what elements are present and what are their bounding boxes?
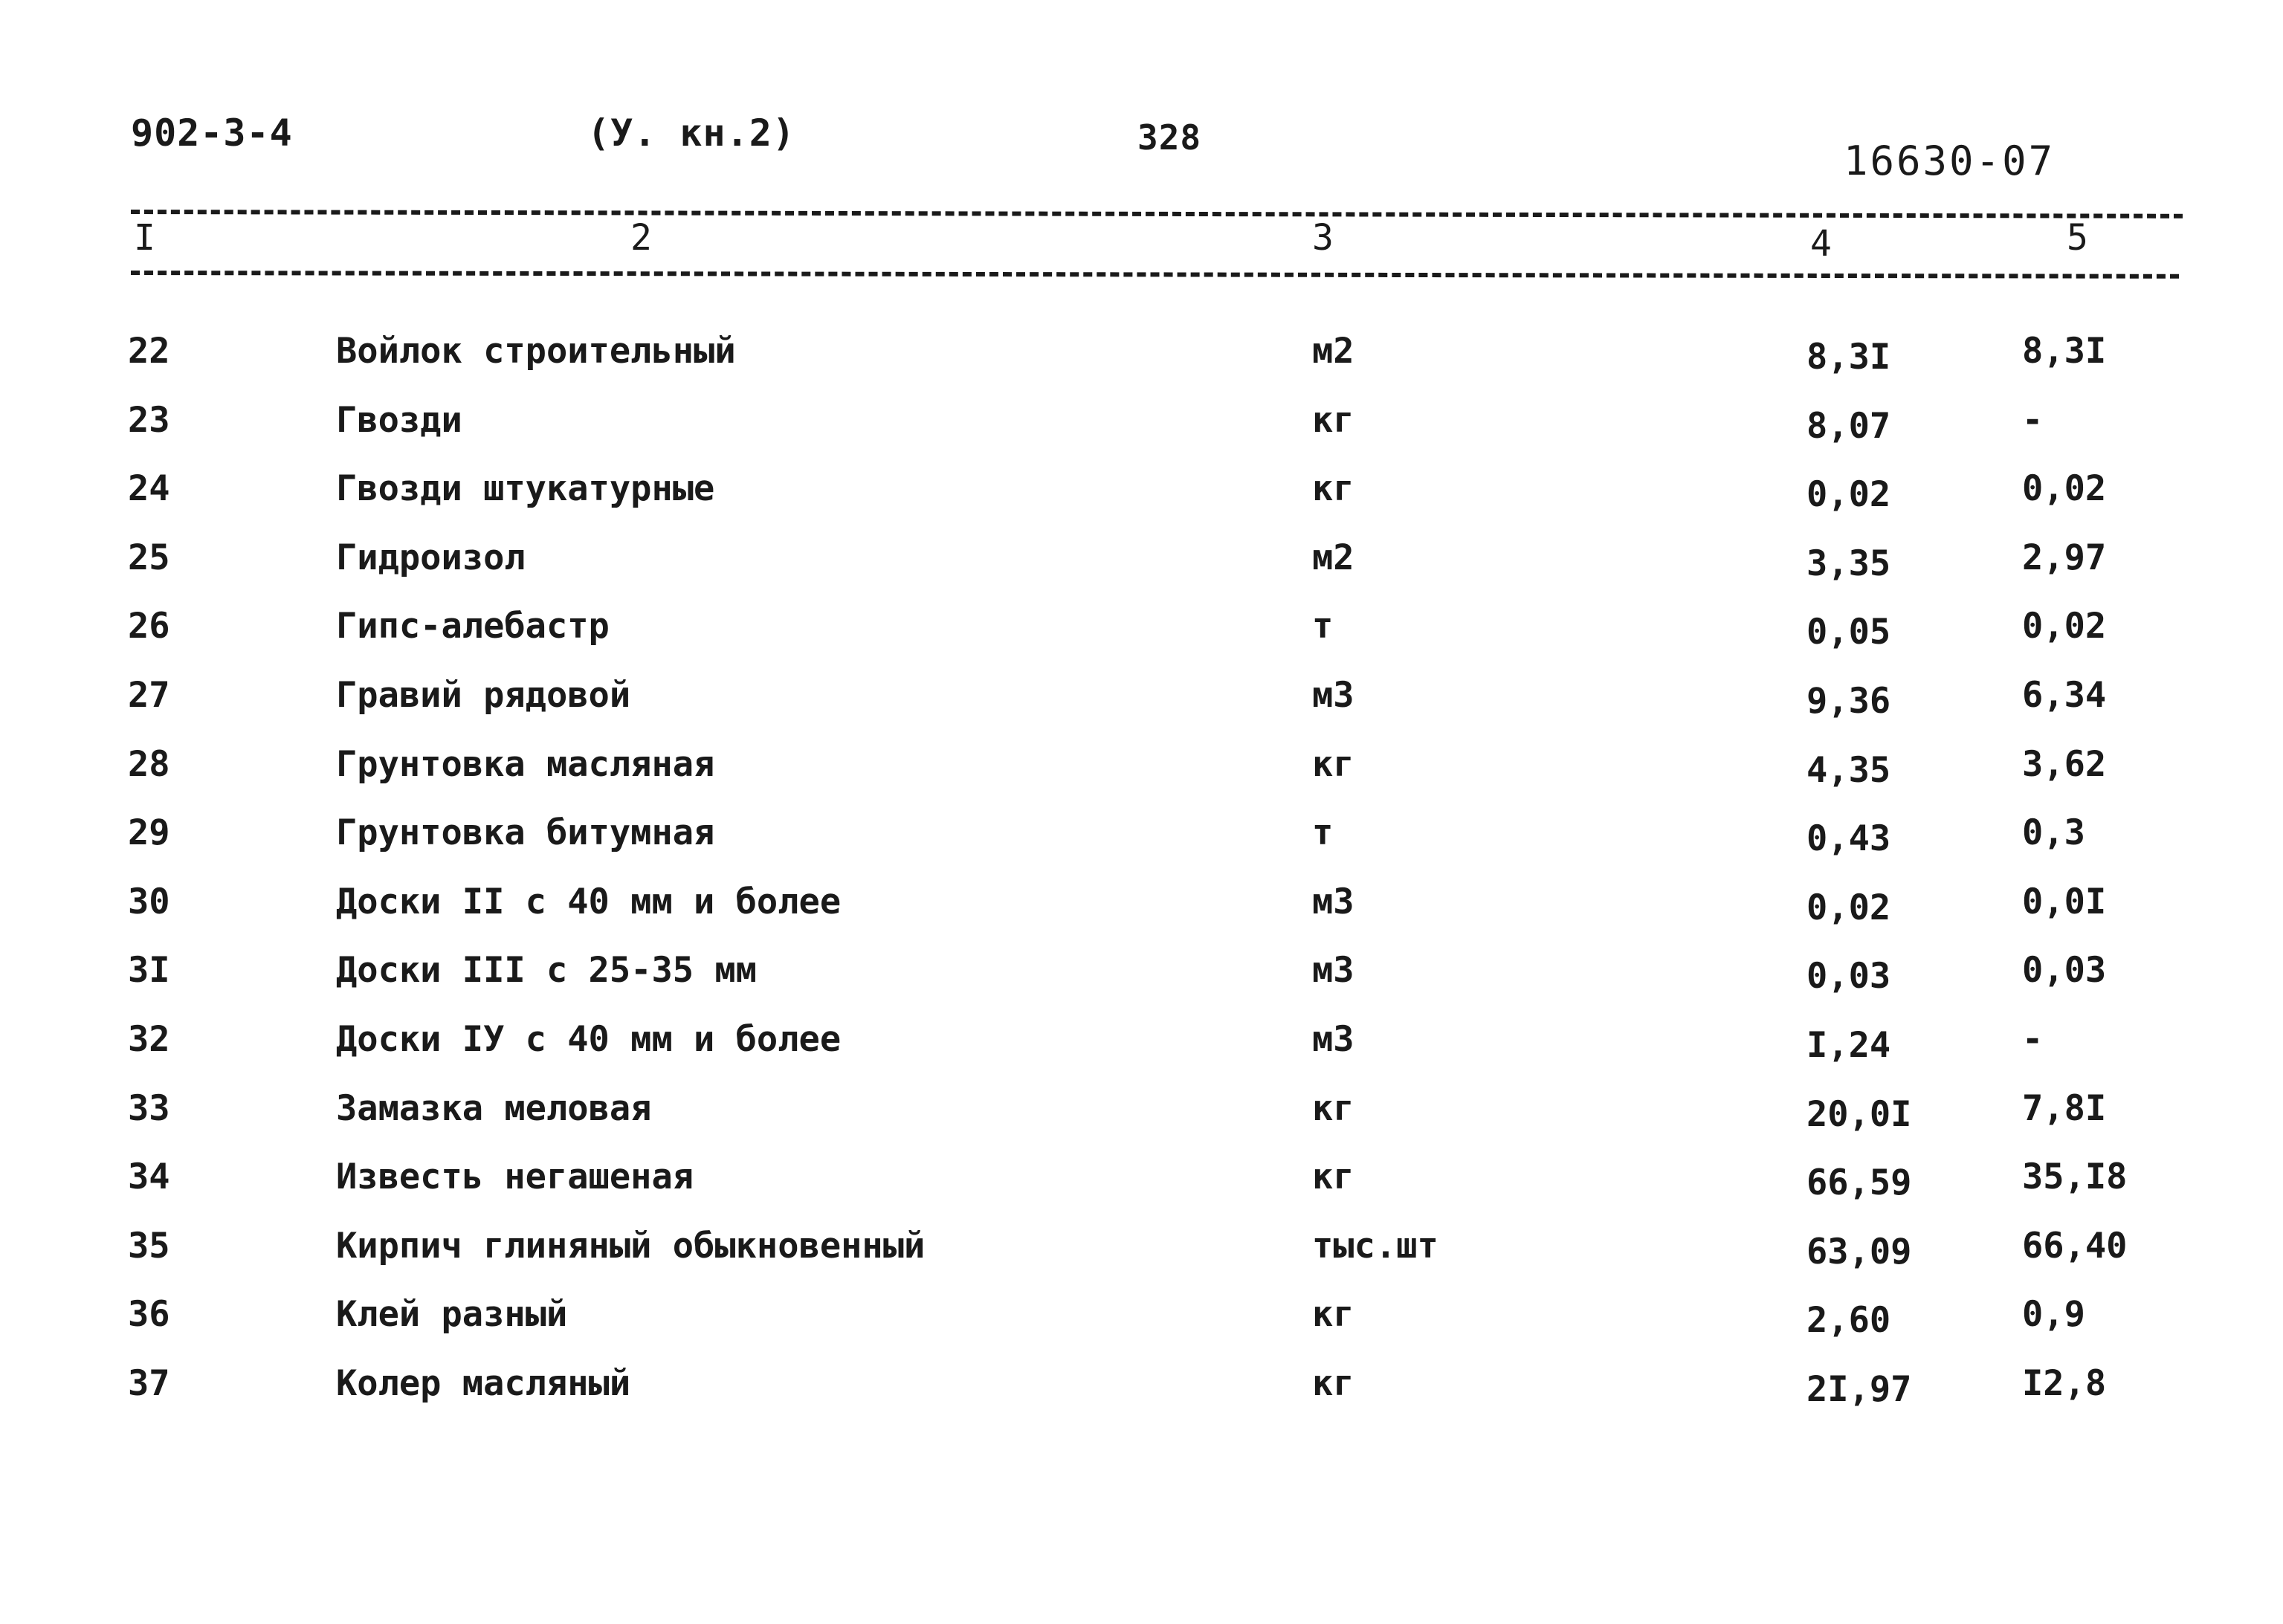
material-name: Войлок строительный: [336, 331, 736, 372]
quantity-col4: 8,3I: [1806, 337, 1891, 378]
unit: кг: [1312, 399, 1354, 441]
table-row: [0, 606, 2283, 675]
table-row: [0, 1226, 2283, 1295]
table-row: [0, 468, 2283, 537]
unit: м2: [1312, 537, 1354, 578]
row-number: 30: [128, 881, 170, 922]
material-name: Гвозди: [336, 399, 462, 441]
material-name: Доски IУ с 40 мм и более: [336, 1018, 842, 1060]
quantity-col4: 66,59: [1806, 1162, 1912, 1204]
materials-table: [0, 331, 2283, 1432]
row-number: 29: [128, 812, 170, 854]
unit: м3: [1312, 881, 1354, 922]
row-number: 34: [128, 1156, 170, 1198]
material-name: Гравий рядовой: [336, 674, 631, 716]
material-name: Известь негашеная: [336, 1156, 694, 1198]
unit: тыс.шт: [1312, 1225, 1438, 1266]
column-number-4: 4: [1810, 223, 1832, 265]
quantity-col4: 0,02: [1806, 887, 1891, 928]
quantity-col4: 63,09: [1806, 1231, 1912, 1272]
quantity-col5: 0,3: [2022, 812, 2085, 854]
table-row: [0, 400, 2283, 469]
material-name: Замазка меловая: [336, 1087, 652, 1129]
column-number-2: 2: [630, 217, 652, 259]
table-row: [0, 812, 2283, 881]
quantity-col4: 0,05: [1806, 612, 1891, 653]
doc-number: 16630-07: [1844, 138, 2056, 184]
row-number: 24: [128, 468, 170, 510]
table-row: [0, 1088, 2283, 1157]
quantity-col4: 0,03: [1806, 956, 1891, 997]
document-code: 902-3-4: [131, 111, 293, 155]
quantity-col5: 0,0I: [2022, 881, 2107, 922]
table-row: [0, 537, 2283, 606]
material-name: Грунтовка масляная: [336, 743, 715, 785]
quantity-col5: -: [2022, 399, 2044, 441]
unit: кг: [1312, 468, 1354, 510]
row-number: 33: [128, 1087, 170, 1129]
quantity-col4: 8,07: [1806, 405, 1891, 447]
unit: м3: [1312, 950, 1354, 991]
table-row: [0, 1156, 2283, 1226]
column-number-3: 3: [1312, 217, 1334, 259]
row-number: 35: [128, 1225, 170, 1266]
quantity-col5: 8,3I: [2022, 331, 2107, 372]
unit: кг: [1312, 1362, 1354, 1404]
quantity-col5: I2,8: [2022, 1362, 2107, 1404]
row-number: 25: [128, 537, 170, 578]
quantity-col4: 2I,97: [1806, 1368, 1912, 1410]
material-name: Доски III с 25-35 мм: [336, 950, 757, 991]
table-header-rule: [131, 271, 2179, 279]
table-top-rule: [131, 210, 2183, 219]
row-number: 37: [128, 1362, 170, 1404]
quantity-col5: 0,03: [2022, 950, 2107, 991]
quantity-col4: 4,35: [1806, 749, 1891, 791]
quantity-col5: 35,I8: [2022, 1156, 2128, 1198]
unit: кг: [1312, 743, 1354, 785]
unit: кг: [1312, 1156, 1354, 1198]
table-row: [0, 881, 2283, 951]
material-name: Клей разный: [336, 1294, 568, 1336]
row-number: 23: [128, 399, 170, 441]
column-number-5: 5: [2067, 217, 2088, 259]
material-name: Гипс-алебастр: [336, 606, 610, 647]
quantity-col5: 0,02: [2022, 468, 2107, 510]
quantity-col5: 0,9: [2022, 1294, 2085, 1336]
row-number: 32: [128, 1018, 170, 1060]
quantity-col5: 66,40: [2022, 1225, 2128, 1266]
unit: кг: [1312, 1087, 1354, 1129]
unit: т: [1312, 606, 1334, 647]
quantity-col4: 3,35: [1806, 543, 1891, 584]
quantity-col5: 2,97: [2022, 537, 2107, 578]
material-name: Колер масляный: [336, 1362, 631, 1404]
quantity-col5: -: [2022, 1018, 2044, 1060]
page-number: 328: [1137, 117, 1202, 158]
quantity-col4: 9,36: [1806, 680, 1891, 722]
table-row: [0, 744, 2283, 813]
quantity-col5: 7,8I: [2022, 1087, 2107, 1129]
row-number: 26: [128, 606, 170, 647]
unit: м3: [1312, 674, 1354, 716]
row-number: 22: [128, 331, 170, 372]
unit: м3: [1312, 1018, 1354, 1060]
volume-label: (У. кн.2): [587, 111, 795, 155]
material-name: Кирпич глиняный обыкновенный: [336, 1225, 926, 1266]
quantity-col5: 0,02: [2022, 606, 2107, 647]
row-number: 3I: [128, 950, 170, 991]
row-number: 27: [128, 674, 170, 716]
quantity-col4: I,24: [1806, 1024, 1891, 1066]
table-row: [0, 1019, 2283, 1088]
quantity-col4: 0,02: [1806, 474, 1891, 516]
row-number: 36: [128, 1294, 170, 1336]
unit: м2: [1312, 331, 1354, 372]
quantity-col4: 2,60: [1806, 1300, 1891, 1342]
quantity-col4: 0,43: [1806, 818, 1891, 860]
material-name: Доски II с 40 мм и более: [336, 881, 842, 922]
row-number: 28: [128, 743, 170, 785]
quantity-col5: 3,62: [2022, 743, 2107, 785]
material-name: Гвозди штукатурные: [336, 468, 715, 510]
material-name: Грунтовка битумная: [336, 812, 715, 854]
table-row: [0, 675, 2283, 744]
quantity-col4: 20,0I: [1806, 1093, 1912, 1135]
table-row: [0, 1363, 2283, 1432]
table-row: [0, 331, 2283, 400]
column-number-1: I: [134, 217, 155, 259]
unit: кг: [1312, 1294, 1354, 1336]
unit: т: [1312, 812, 1334, 854]
material-name: Гидроизол: [336, 537, 526, 578]
quantity-col5: 6,34: [2022, 674, 2107, 716]
table-row: [0, 1294, 2283, 1363]
table-row: [0, 950, 2283, 1019]
